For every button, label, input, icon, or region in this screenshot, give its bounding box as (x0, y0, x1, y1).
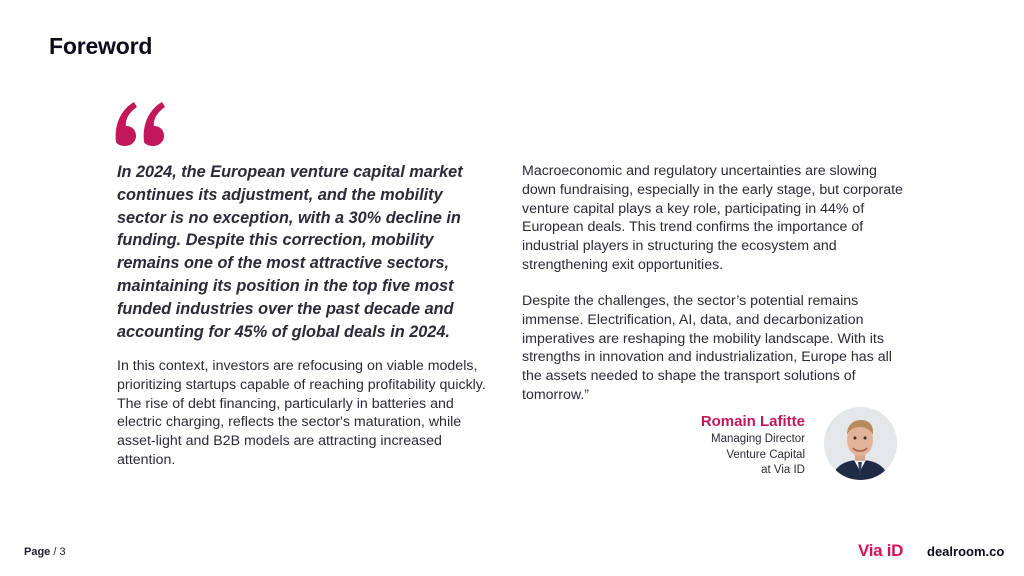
author-role-line-2: Venture Capital (726, 448, 805, 461)
body-paragraph-2: Macroeconomic and regulatory uncertainties are slowing down fundraising, especially in the early stage, but corporate venture capital plays a key role, participating in 44% of European deals. This trend confirms the importance of industrial players in structuring the ecosystem and strengthening exit opportunities. (522, 163, 903, 273)
page-number: 3 (59, 546, 66, 558)
page-indicator (24, 546, 66, 558)
quote-mark-icon (112, 96, 168, 148)
page-label: Page (24, 546, 51, 558)
author-role-line-3: at Via ID (761, 464, 805, 476)
page-separator: / (50, 546, 60, 558)
dealroom-logo: dealroom.co (927, 544, 1005, 559)
author-role-line-1: Managing Director (711, 433, 805, 445)
author-photo (824, 407, 897, 480)
avatar (824, 407, 897, 480)
body-paragraph-3: Despite the challenges, the sector’s potential remains immense. Electrification, AI, data, and decarbonization imperatives are reshaping the mobility landscape. With its strengths in innovation and industrialization, Europe has all the assets needed to shape the transport solutions of tomorrow.” (522, 293, 892, 403)
author-block (701, 412, 805, 479)
page-title: Foreword (49, 33, 153, 59)
via-id-logo: Via iD (858, 541, 904, 560)
lead-quote: In 2024, the European venture capital market continues its adjustment, and the mobility sector is no exception, with a 30% decline in funding. Despite this correction, mobility remains one of the most attractive sectors, maintaining its position in the top five most funded industries over the past decade and accounting for 45% of global deals in 2024. (117, 163, 463, 341)
author-name: Romain Lafitte (700, 413, 805, 430)
body-paragraph-1: In this context, investors are refocusing on viable models, prioritizing startups capable of reaching profitability quickly. The rise of debt financing, particularly in batteries and electric charging, reflects the sector's maturation, while asset-light and B2B models are attracting increased attention. (117, 358, 486, 468)
